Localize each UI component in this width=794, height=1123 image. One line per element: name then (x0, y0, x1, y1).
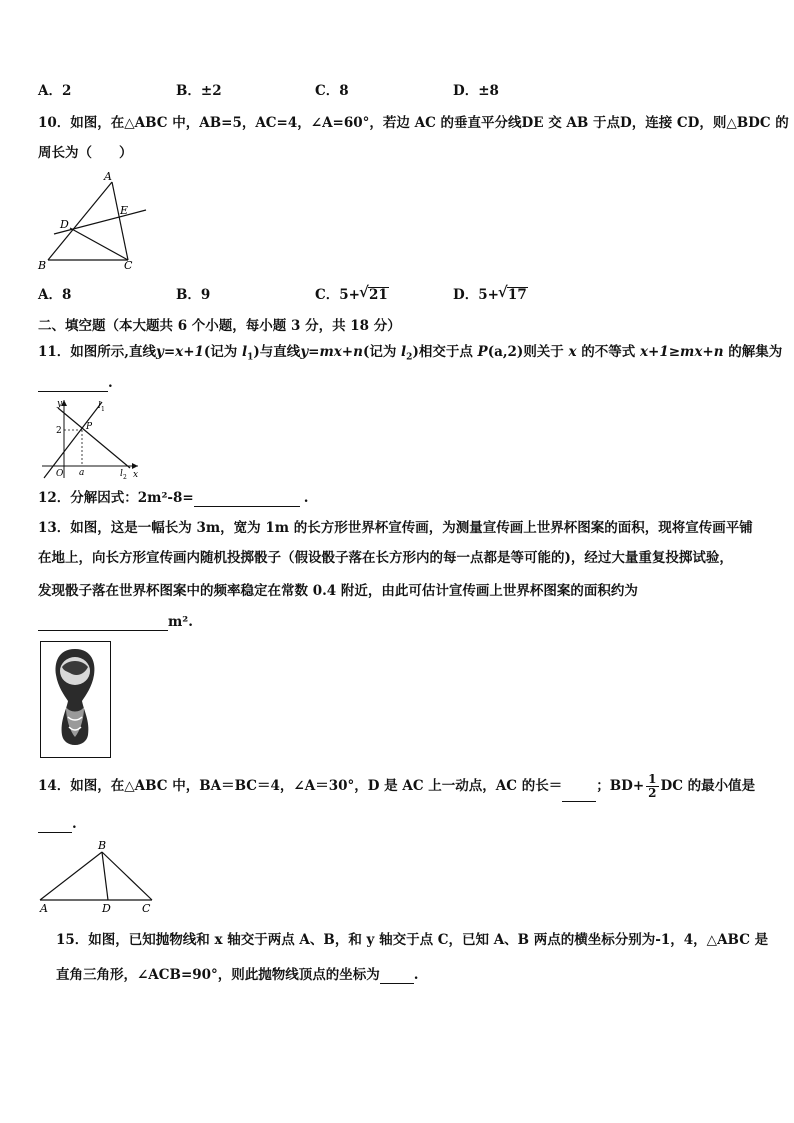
q10-line2: 周长为（ ） (38, 145, 133, 161)
q9-option-b: B．±2 (176, 83, 222, 99)
q11-label-l1: l (98, 401, 101, 411)
q10-option-c (315, 286, 389, 304)
q11-graph-figure (38, 396, 142, 480)
q12-line: 12．分解因式：2m²-8= . (38, 490, 309, 506)
q11-line-l1 (44, 402, 102, 478)
q10-option-d-radicand: √ 17 (507, 287, 528, 303)
q11-label-p: P (86, 422, 93, 432)
world-cup-poster-image (40, 641, 111, 758)
q10-option-a: A．8 (38, 287, 72, 303)
q14-answer-line: . (38, 815, 77, 833)
q10-option-d (453, 286, 528, 304)
q14-label-c: C (142, 902, 151, 915)
q13-line3: 发现骰子落在世界杯图案中的频率稳定在常数 0.4 附近，由此可估计宣传画上世界杯图案的面积约为 (38, 583, 638, 599)
q9-option-a: A．2 (38, 83, 72, 99)
q14-label-a: A (40, 902, 48, 915)
q14-line1: 14．如图，在△ABC 中，BA＝BC＝4，∠A＝30°，D 是 AC 上一动点，AC 的长＝ ；BD+ $\frac{1}{2}$ DC 的最小值是 (38, 772, 756, 800)
q11-label-l2-sub: 2 (123, 474, 127, 480)
q14-answer-blank-2[interactable] (38, 818, 72, 833)
q15-answer-blank[interactable] (380, 969, 414, 984)
q10-option-c-prefix: C．5+ (315, 287, 360, 303)
q13-line2: 在地上，向长方形宣传画内随机投掷骰子（假设骰子落在长方形内的每一点都是等可能的)，经过大量重复投掷试验， (38, 550, 733, 566)
q10-label-d: D (60, 218, 69, 231)
q10-line1: 10．如图，在△ABC 中，AB=5，AC=4，∠A=60°，若边 AC 的垂直平分线DE 交 AB 于点D，连接 CD，则△BDC 的 (38, 115, 789, 131)
q9-option-c: C．8 (315, 83, 349, 99)
q10-label-b: B (38, 259, 47, 272)
q11-answer-line: . (38, 374, 113, 392)
q11-label-x: x (133, 470, 139, 480)
q13-answer-blank[interactable] (38, 616, 168, 631)
q10-option-b: B．9 (176, 287, 211, 303)
q11-label-y: y (57, 399, 63, 409)
q11-line-l2 (58, 408, 130, 468)
q14-segment-ab (40, 852, 102, 900)
q10-label-c: C (124, 259, 133, 272)
q11-line1: 11．如图所示,直线y=x+1(记为 $l_1$)与直线y=mx+n(记为 $l_2$)相交于点 P(a,2)则关于 x 的不等式 x+1≥mx+n 的解集为 (38, 344, 783, 363)
q11-answer-blank[interactable] (38, 377, 108, 392)
q13-answer-line: m². (38, 613, 193, 631)
q14-segment-bc (102, 852, 152, 900)
q11-label-l2: l (120, 469, 123, 479)
q14-label-b: B (98, 839, 107, 852)
q11-label-two: 2 (56, 426, 62, 436)
q14-fraction-half: $\frac{1}{2}$ (648, 772, 657, 800)
q14-label-d: D (102, 902, 111, 915)
q10-option-c-radicand: √ 21 (368, 287, 389, 303)
q10-label-a: A (104, 170, 112, 183)
section2-title: 二、填空题（本大题共 6 个小题，每小题 3 分，共 18 分） (38, 318, 401, 334)
q10-triangle-figure (36, 168, 152, 272)
q10-option-d-prefix: D．5+ (453, 287, 499, 303)
q11-label-l1-sub: 1 (101, 406, 105, 413)
q11-label-o: O (56, 469, 64, 479)
q11-x-axis-arrow (132, 463, 138, 469)
q10-segment-cd (70, 228, 128, 260)
q14-triangle-figure (36, 838, 158, 916)
q12-answer-blank[interactable] (194, 492, 300, 507)
q9-option-d: D．±8 (453, 83, 499, 99)
q10-segment-ac (112, 182, 128, 260)
q15-line2: 直角三角形，∠ACB=90°，则此抛物线顶点的坐标为 . (56, 967, 419, 983)
q14-answer-blank-1[interactable] (562, 777, 596, 802)
q10-label-e: E (120, 204, 129, 217)
q15-line1: 15．如图，已知抛物线和 x 轴交于两点 A、B，和 y 轴交于点 C，已知 A、B 两点的横坐标分别为-1，4，△ABC 是 (56, 932, 769, 948)
q13-line1: 13．如图，这是一幅长为 3m，宽为 1m 的长方形世界杯宣传画，为测量宣传画上世界杯图案的面积，现将宣传画平铺 (38, 520, 753, 536)
q14-segment-bd (102, 852, 108, 900)
q11-label-a: a (79, 468, 85, 478)
